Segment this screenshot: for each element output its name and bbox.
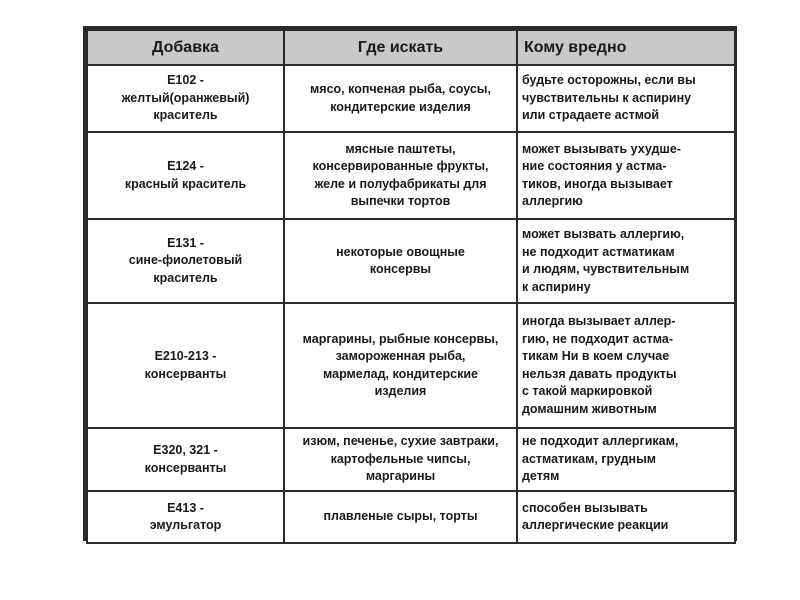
cell-line: мясо, копченая рыба, соусы, [310,82,491,96]
cell-line: выпечки тортов [350,194,451,208]
cell-where-to-find [284,132,517,219]
cell-line: E124 - [167,159,204,173]
cell-line: не подходит аллергикам, [522,434,679,449]
cell-additive [87,132,284,219]
cell-line: консервированные фрукты, [312,159,489,173]
cell-line: не подходит астматикам [522,244,675,259]
cell-line: картофельные чипсы, [330,451,471,466]
additives-table-frame [83,26,737,541]
cell-line: краситель [153,108,218,123]
cell-where-to-find [284,303,517,428]
cell-line: эмульгатор [149,518,222,532]
cell-line: красный краситель [124,176,247,191]
cell-line: чувствительны к аспирину [522,90,692,105]
table-row [87,132,735,219]
cell-line: к аспирину [522,279,591,294]
header-additive: Добавка [87,30,284,65]
cell-line: иногда вызывает аллер- [522,314,676,328]
cell-line: E102 - [167,73,204,88]
table-row [87,303,735,428]
cell-line: тиков, иногда вызывает [522,176,673,191]
table-header-row [87,30,735,65]
cell-line: замороженная рыба, [335,349,466,363]
cell-where-to-find [284,428,517,491]
cell-line: желе и полуфабрикаты для [314,176,487,191]
cell-line: с такой маркировкой [522,384,653,398]
cell-line: краситель [153,270,218,285]
cell-line: сине-фиолетовый [128,253,243,268]
cell-line: E131 - [167,235,204,250]
table-row [87,428,735,491]
cell-line: E320, 321 - [153,443,218,457]
table-row [87,491,735,543]
cell-who-is-harmed [517,491,735,543]
additives-table [86,29,736,544]
cell-additive [87,303,284,428]
cell-line: консерванты [144,460,227,475]
cell-additive [87,219,284,303]
cell-line: астматикам, грудным [522,451,656,466]
cell-line: будьте осторожны, если вы [522,73,696,88]
cell-who-is-harmed [517,219,735,303]
cell-where-to-find [284,65,517,132]
cell-additive [87,428,284,491]
cell-line: некоторые овощные [336,244,465,259]
cell-line: способен вызывать [522,500,648,515]
cell-line: аллергические реакции [522,518,669,532]
cell-who-is-harmed [517,65,735,132]
cell-line: детям [522,469,560,484]
cell-line: изюм, печенье, сухие завтраки, [302,434,499,449]
table-row [87,219,735,303]
cell-line: мясные паштеты, [345,141,456,156]
cell-line: плавленые сыры, торты [323,509,478,524]
cell-line: маргарины [365,469,436,484]
cell-additive [87,65,284,132]
cell-line: консерванты [144,366,227,381]
cell-line: тикам Ни в коем случае [522,349,670,363]
cell-line: консервы [369,262,432,276]
cell-line: может вызвать аллергию, [522,227,685,241]
cell-line: или страдаете астмой [522,108,660,123]
header-where-to-find: Где искать [284,30,517,65]
cell-line: может вызывать ухудше- [522,141,681,156]
cell-line: желтый(оранжевый) [121,90,250,105]
cell-where-to-find [284,491,517,543]
cell-line: изделия [374,384,427,398]
cell-line: нельзя давать продукты [522,366,677,381]
cell-line: ние состояния у астма- [522,159,667,173]
cell-line: аллергию [522,194,583,208]
cell-line: мармелад, кондитерские [323,366,478,381]
cell-line: и людям, чувствительным [522,262,690,276]
cell-line: кондитерские изделия [330,99,471,114]
cell-line: гию, не подходит астма- [522,331,673,346]
cell-who-is-harmed [517,428,735,491]
cell-line: E413 - [167,500,204,515]
cell-additive [87,491,284,543]
cell-line: E210-213 - [154,349,217,363]
cell-where-to-find [284,219,517,303]
cell-who-is-harmed [517,132,735,219]
cell-who-is-harmed [517,303,735,428]
header-who-is-harmed: Кому вредно [517,30,735,65]
table-row [87,65,735,132]
cell-line: маргарины, рыбные консервы, [302,331,499,346]
cell-line: домашним животным [522,401,657,416]
